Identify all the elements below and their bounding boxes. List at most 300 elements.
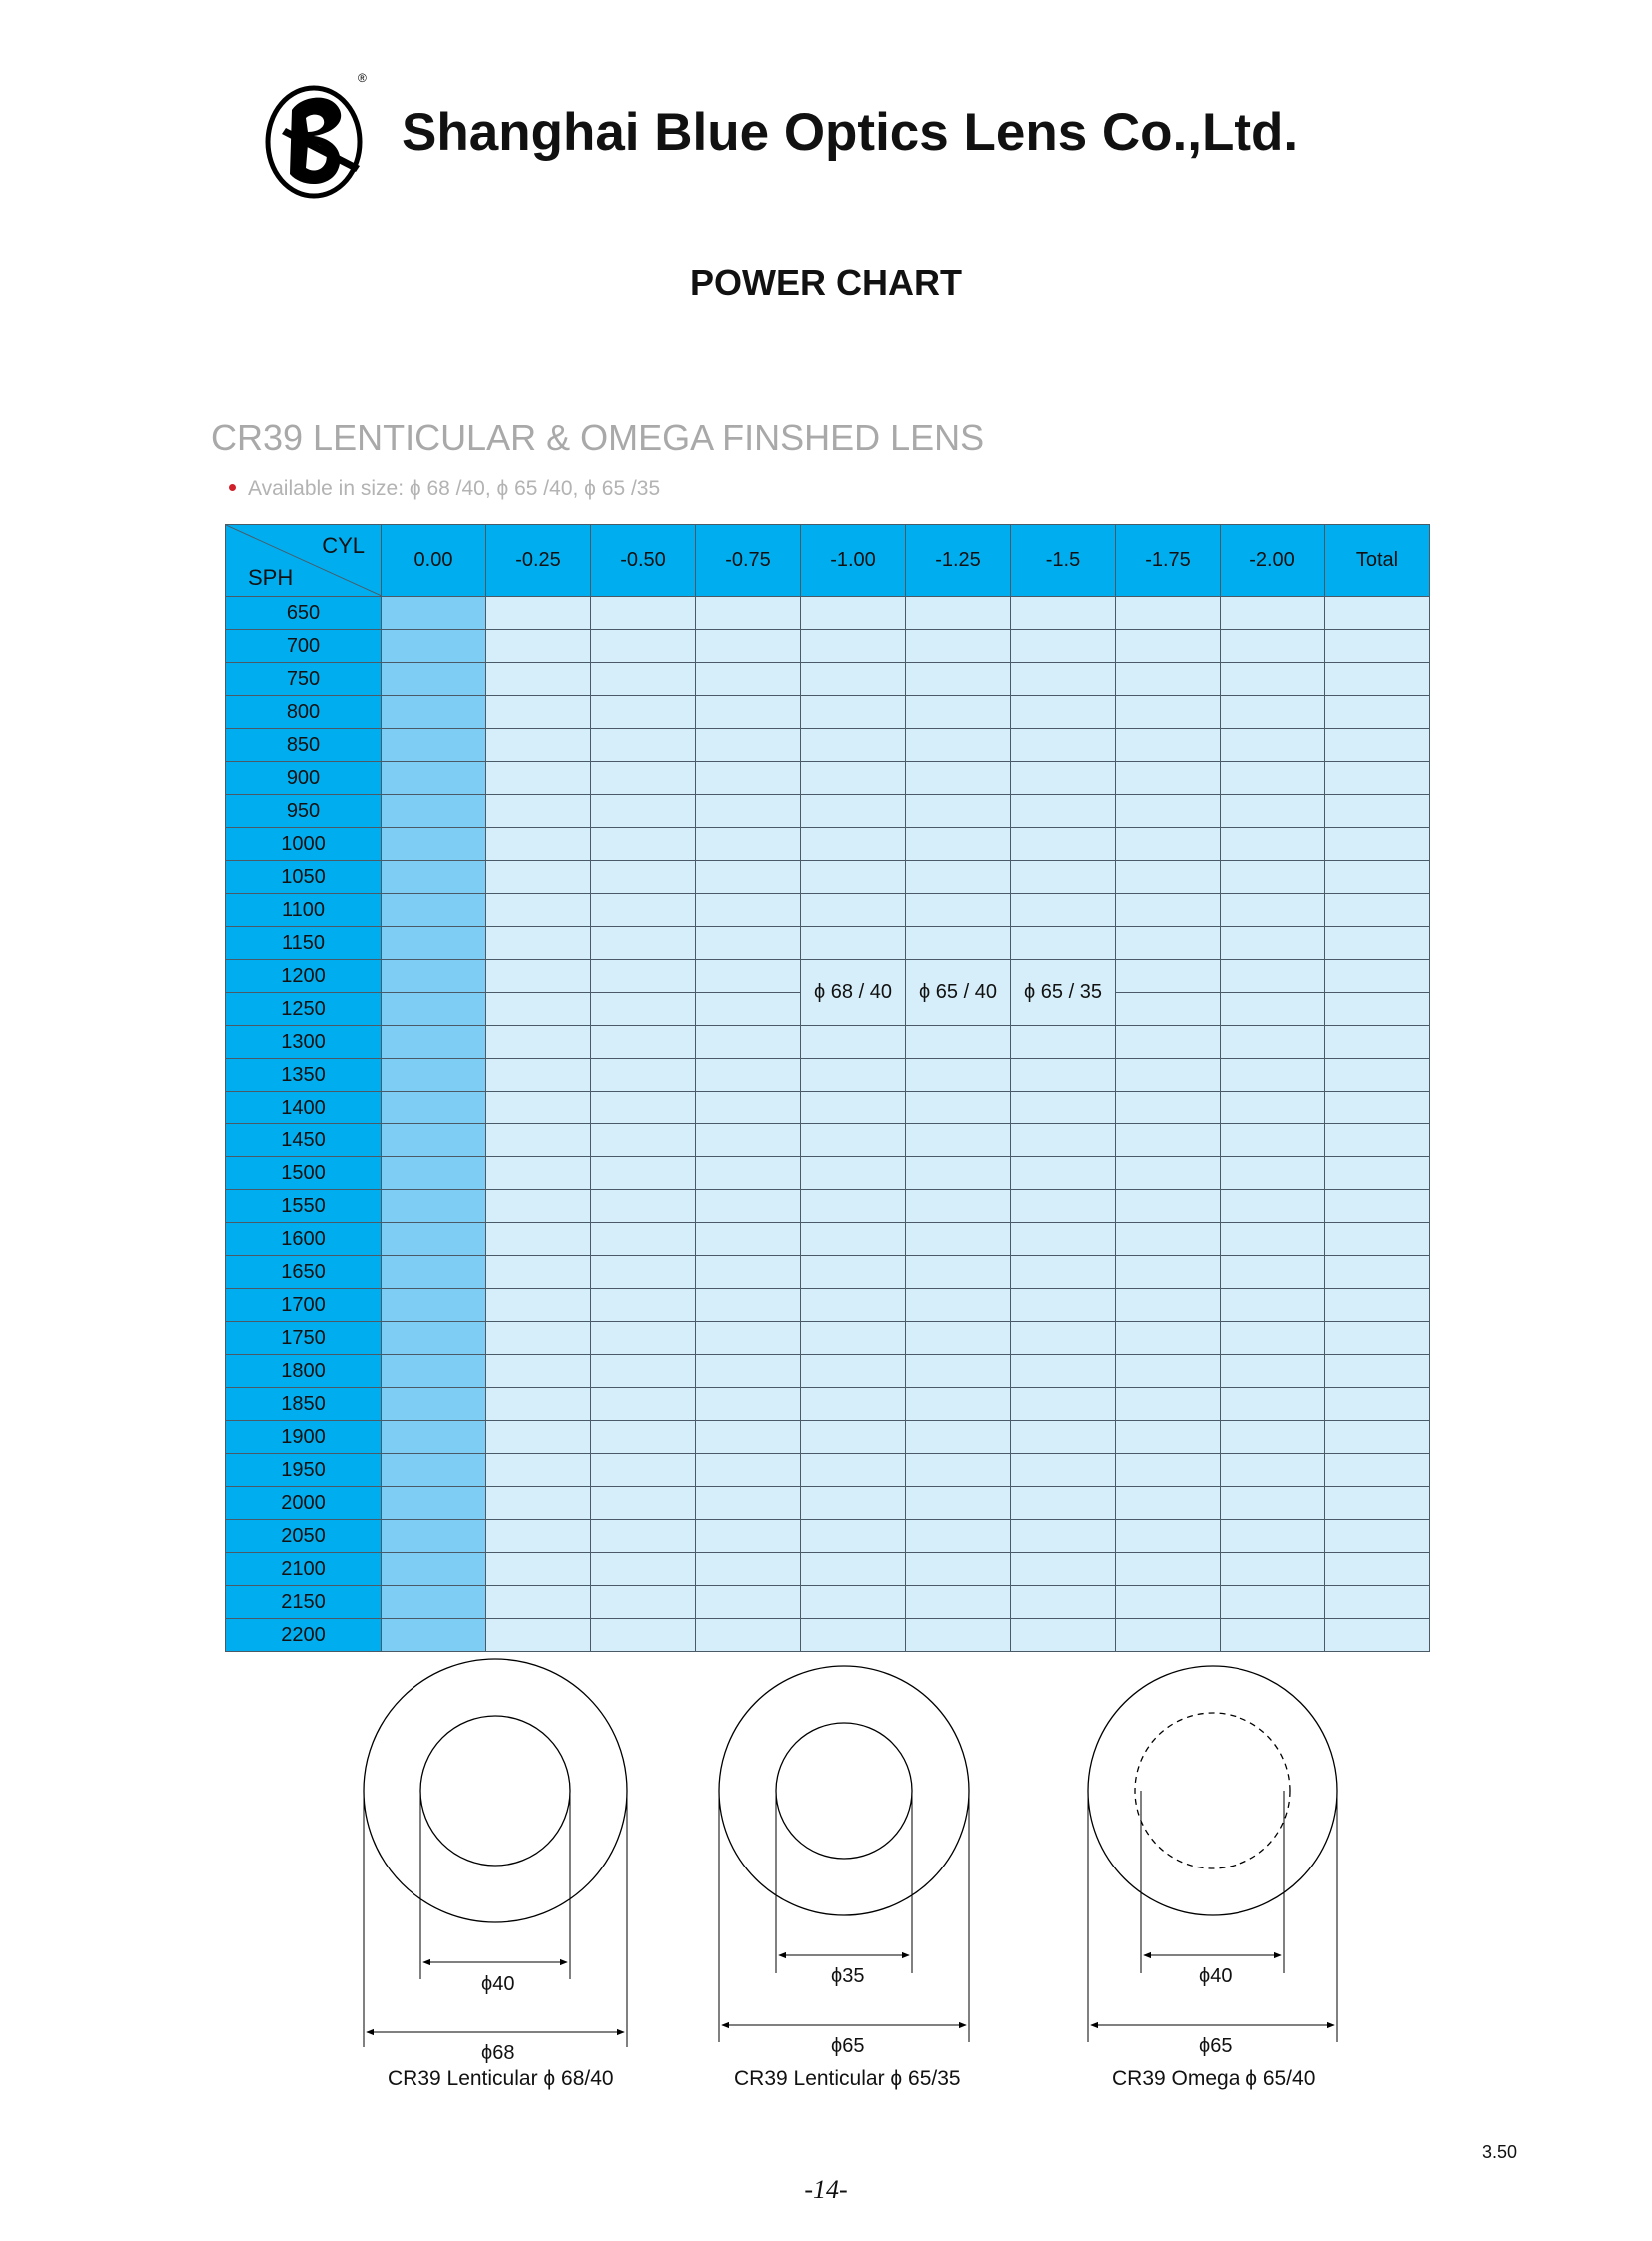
table-cell <box>382 1157 486 1190</box>
table-row <box>226 1586 1430 1619</box>
table-cell <box>696 927 801 960</box>
table-cell <box>1325 1388 1430 1421</box>
table-cell <box>486 1454 591 1487</box>
table-cell <box>382 1124 486 1157</box>
table-row <box>226 1223 1430 1256</box>
table-cell <box>1221 1421 1325 1454</box>
table-cell <box>906 696 1011 729</box>
table-cell <box>696 663 801 696</box>
table-cell <box>906 1355 1011 1388</box>
table-cell <box>1116 663 1221 696</box>
table-cell <box>696 795 801 828</box>
table-cell <box>1325 1289 1430 1322</box>
column-header: -1.75 <box>1116 525 1221 597</box>
table-row <box>226 1124 1430 1157</box>
table-cell <box>1325 1059 1430 1092</box>
table-cell <box>591 1355 696 1388</box>
table-cell <box>801 1322 906 1355</box>
table-cell <box>382 1454 486 1487</box>
table-cell <box>486 1487 591 1520</box>
table-row <box>226 1487 1430 1520</box>
table-cell <box>1325 894 1430 927</box>
table-cell <box>1116 927 1221 960</box>
table-cell <box>486 1553 591 1586</box>
sph-value: 1700 <box>226 1289 382 1322</box>
sph-value: 900 <box>226 762 382 795</box>
table-cell <box>801 1520 906 1553</box>
size-note: ϕ 65 / 40 <box>919 981 997 1003</box>
table-cell <box>1116 828 1221 861</box>
table-cell <box>1221 1619 1325 1652</box>
table-cell <box>1221 1553 1325 1586</box>
table-cell <box>1221 729 1325 762</box>
table-cell <box>1221 1256 1325 1289</box>
sph-value: 650 <box>226 597 382 630</box>
table-cell <box>1116 861 1221 894</box>
table-cell <box>382 1026 486 1059</box>
sph-value: 1100 <box>226 894 382 927</box>
table-cell <box>486 696 591 729</box>
table-cell <box>486 762 591 795</box>
table-cell <box>906 597 1011 630</box>
table-cell <box>1325 1487 1430 1520</box>
table-cell <box>486 861 591 894</box>
size-note: ϕ 65 / 35 <box>1024 981 1102 1003</box>
table-cell <box>486 1059 591 1092</box>
table-cell <box>1325 1619 1430 1652</box>
table-cell <box>696 1421 801 1454</box>
table-cell <box>1011 1223 1116 1256</box>
table-cell <box>906 828 1011 861</box>
table-cell <box>1325 630 1430 663</box>
table-cell <box>1116 1520 1221 1553</box>
table-cell <box>1221 960 1325 993</box>
table-cell <box>1011 729 1116 762</box>
column-header: 0.00 <box>382 525 486 597</box>
table-cell <box>1325 795 1430 828</box>
table-cell <box>382 1619 486 1652</box>
table-cell <box>591 597 696 630</box>
table-cell <box>1325 1421 1430 1454</box>
table-row <box>226 630 1430 663</box>
table-row <box>226 960 1430 993</box>
table-cell <box>1116 795 1221 828</box>
table-cell <box>382 960 486 993</box>
table-cell <box>382 993 486 1026</box>
table-cell <box>696 960 801 993</box>
table-cell <box>801 1059 906 1092</box>
table-cell <box>1325 993 1430 1026</box>
table-row <box>226 927 1430 960</box>
table-cell <box>906 1256 1011 1289</box>
sph-value: 800 <box>226 696 382 729</box>
table-cell <box>696 1256 801 1289</box>
table-cell <box>382 1289 486 1322</box>
table-cell <box>906 729 1011 762</box>
table-cell <box>801 1388 906 1421</box>
table-cell <box>1116 1157 1221 1190</box>
table-cell <box>382 1223 486 1256</box>
sph-value: 2050 <box>226 1520 382 1553</box>
table-cell <box>696 1619 801 1652</box>
table-cell <box>1011 1388 1116 1421</box>
table-cell <box>1325 1454 1430 1487</box>
table-cell <box>591 1553 696 1586</box>
table-cell <box>591 1520 696 1553</box>
dim-outer-1: ϕ68 <box>481 2042 515 2064</box>
table-cell <box>486 927 591 960</box>
table-cell <box>1116 1487 1221 1520</box>
table-cell <box>1221 1322 1325 1355</box>
table-cell <box>591 993 696 1026</box>
corner-cell <box>226 525 382 597</box>
table-cell <box>486 1026 591 1059</box>
table-row <box>226 1454 1430 1487</box>
table-cell <box>591 1454 696 1487</box>
table-cell <box>801 696 906 729</box>
table-cell <box>1011 1619 1116 1652</box>
table-cell <box>801 1223 906 1256</box>
table-cell <box>486 1157 591 1190</box>
table-cell <box>1116 993 1221 1026</box>
table-cell <box>591 696 696 729</box>
table-cell <box>1116 1092 1221 1124</box>
sph-label: SPH <box>248 565 294 590</box>
table-cell <box>1325 861 1430 894</box>
sph-value: 1850 <box>226 1388 382 1421</box>
column-header: Total <box>1325 525 1430 597</box>
table-cell <box>486 663 591 696</box>
header-row <box>226 525 1430 597</box>
table-cell <box>1221 1157 1325 1190</box>
table-row <box>226 1322 1430 1355</box>
table-row <box>226 894 1430 927</box>
table-cell <box>382 696 486 729</box>
availability-text: Available in size: ϕ 68 /40, ϕ 65 /40, ϕ 65 /35 <box>248 477 661 500</box>
sph-value: 2150 <box>226 1586 382 1619</box>
table-cell <box>382 597 486 630</box>
table-cell <box>906 1553 1011 1586</box>
table-row <box>226 1190 1430 1223</box>
table-cell <box>801 828 906 861</box>
table-row <box>226 1289 1430 1322</box>
table-cell <box>1011 1092 1116 1124</box>
table-cell <box>1116 1619 1221 1652</box>
table-cell <box>382 1586 486 1619</box>
table-cell <box>696 597 801 630</box>
table-cell <box>486 1190 591 1223</box>
svg-text:®: ® <box>358 71 367 85</box>
table-cell <box>1325 1553 1430 1586</box>
table-cell <box>486 630 591 663</box>
table-cell <box>1221 1388 1325 1421</box>
table-row <box>226 1553 1430 1586</box>
table-cell <box>1325 960 1430 993</box>
table-cell <box>591 1157 696 1190</box>
table-cell <box>801 894 906 927</box>
table-cell <box>1221 1520 1325 1553</box>
table-cell <box>382 927 486 960</box>
table-cell <box>1011 1289 1116 1322</box>
table-cell <box>1221 1190 1325 1223</box>
table-cell <box>906 762 1011 795</box>
table-cell <box>906 1586 1011 1619</box>
table-row <box>226 1256 1430 1289</box>
table-cell <box>486 1092 591 1124</box>
table-cell <box>696 1124 801 1157</box>
table-cell <box>1011 663 1116 696</box>
table-cell <box>1011 1421 1116 1454</box>
table-cell <box>1221 993 1325 1026</box>
company-logo-icon <box>262 70 372 202</box>
table-cell <box>486 1520 591 1553</box>
table-cell <box>1116 696 1221 729</box>
table-cell <box>382 1190 486 1223</box>
table-cell <box>382 762 486 795</box>
table-cell <box>1011 828 1116 861</box>
table-cell <box>696 1026 801 1059</box>
table-row <box>226 828 1430 861</box>
dim-inner-1: ϕ40 <box>481 1973 515 1995</box>
table-row <box>226 1092 1430 1124</box>
table-cell <box>801 1092 906 1124</box>
sph-value: 2200 <box>226 1619 382 1652</box>
table-cell <box>486 1289 591 1322</box>
sph-value: 1750 <box>226 1322 382 1355</box>
table-cell <box>1221 1289 1325 1322</box>
table-cell <box>696 1190 801 1223</box>
sph-value: 700 <box>226 630 382 663</box>
table-cell <box>801 663 906 696</box>
table-cell <box>591 1190 696 1223</box>
table-cell <box>906 1322 1011 1355</box>
table-cell <box>801 1256 906 1289</box>
table-cell <box>591 1388 696 1421</box>
lens-diagrams <box>0 1648 1652 2097</box>
table-row <box>226 795 1430 828</box>
table-cell <box>906 1124 1011 1157</box>
sph-value: 2100 <box>226 1553 382 1586</box>
table-cell <box>696 762 801 795</box>
table-cell <box>801 762 906 795</box>
table-cell <box>382 729 486 762</box>
table-cell <box>801 1157 906 1190</box>
table-cell <box>906 1092 1011 1124</box>
table-cell <box>1116 762 1221 795</box>
table-cell <box>906 960 1011 1026</box>
table-cell <box>382 894 486 927</box>
table-cell <box>1221 663 1325 696</box>
table-cell <box>591 1223 696 1256</box>
table-cell <box>1325 1157 1430 1190</box>
cyl-label: CYL <box>322 533 365 558</box>
table-cell <box>696 1553 801 1586</box>
table-cell <box>591 1421 696 1454</box>
table-cell <box>591 1586 696 1619</box>
table-cell <box>486 795 591 828</box>
table-cell <box>1011 795 1116 828</box>
table-cell <box>591 927 696 960</box>
column-header: -0.25 <box>486 525 591 597</box>
table-cell <box>1221 927 1325 960</box>
table-cell <box>591 1092 696 1124</box>
table-cell <box>906 1223 1011 1256</box>
table-cell <box>486 828 591 861</box>
sph-value: 1200 <box>226 960 382 993</box>
page-header <box>262 62 1390 212</box>
table-cell <box>696 828 801 861</box>
table-cell <box>382 1520 486 1553</box>
table-cell <box>1221 1059 1325 1092</box>
table-cell <box>591 1026 696 1059</box>
table-cell <box>1221 630 1325 663</box>
size-note: ϕ 68 / 40 <box>814 981 892 1003</box>
table-cell <box>1011 630 1116 663</box>
table-row <box>226 1059 1430 1092</box>
table-cell <box>1011 1586 1116 1619</box>
table-cell <box>486 993 591 1026</box>
table-cell <box>801 960 906 1026</box>
sph-value: 1250 <box>226 993 382 1026</box>
table-cell <box>382 1059 486 1092</box>
table-cell <box>486 729 591 762</box>
table-cell <box>906 1487 1011 1520</box>
company-name: Shanghai Blue Optics Lens Co.,Ltd. <box>402 103 1299 162</box>
table-cell <box>801 795 906 828</box>
table-cell <box>906 1289 1011 1322</box>
table-cell <box>801 1454 906 1487</box>
table-row <box>226 1388 1430 1421</box>
table-cell <box>801 1586 906 1619</box>
sph-value: 1350 <box>226 1059 382 1092</box>
sph-value: 750 <box>226 663 382 696</box>
table-cell <box>696 1059 801 1092</box>
table-cell <box>591 861 696 894</box>
table-cell <box>1116 597 1221 630</box>
column-header: -1.25 <box>906 525 1011 597</box>
table-cell <box>486 894 591 927</box>
table-cell <box>1011 696 1116 729</box>
table-cell <box>801 1289 906 1322</box>
table-row <box>226 1026 1430 1059</box>
table-cell <box>591 795 696 828</box>
table-cell <box>591 762 696 795</box>
table-cell <box>906 1026 1011 1059</box>
table-cell <box>696 993 801 1026</box>
table-cell <box>382 1487 486 1520</box>
table-cell <box>591 729 696 762</box>
table-cell <box>1325 1355 1430 1388</box>
table-cell <box>801 729 906 762</box>
column-header: -0.75 <box>696 525 801 597</box>
column-header: -1.5 <box>1011 525 1116 597</box>
table-cell <box>696 1223 801 1256</box>
table-cell <box>1325 663 1430 696</box>
table-cell <box>696 1520 801 1553</box>
table-cell <box>486 1256 591 1289</box>
table-cell <box>1325 729 1430 762</box>
table-cell <box>1011 1520 1116 1553</box>
sph-value: 1500 <box>226 1157 382 1190</box>
table-cell <box>382 1256 486 1289</box>
table-cell <box>801 630 906 663</box>
dim-inner-2: ϕ35 <box>831 1965 865 1987</box>
table-cell <box>1325 1256 1430 1289</box>
table-cell <box>696 1289 801 1322</box>
table-cell <box>1011 894 1116 927</box>
table-cell <box>1221 1355 1325 1388</box>
sph-value: 1300 <box>226 1026 382 1059</box>
table-cell <box>1325 1322 1430 1355</box>
table-cell <box>1221 1092 1325 1124</box>
table-cell <box>1221 861 1325 894</box>
column-header: -1.00 <box>801 525 906 597</box>
table-cell <box>1325 828 1430 861</box>
table-cell <box>1116 894 1221 927</box>
table-cell <box>1221 597 1325 630</box>
table-cell <box>1116 1553 1221 1586</box>
table-row <box>226 696 1430 729</box>
table-cell <box>801 1619 906 1652</box>
dim-inner-3: ϕ40 <box>1199 1965 1233 1987</box>
table-cell <box>1116 1289 1221 1322</box>
table-cell <box>696 696 801 729</box>
table-cell <box>1325 1124 1430 1157</box>
table-cell <box>801 1355 906 1388</box>
sph-value: 1650 <box>226 1256 382 1289</box>
table-cell <box>801 1190 906 1223</box>
table-row <box>226 1421 1430 1454</box>
table-cell <box>801 927 906 960</box>
table-row <box>226 729 1430 762</box>
table-cell <box>906 927 1011 960</box>
table-cell <box>906 1190 1011 1223</box>
table-cell <box>486 1322 591 1355</box>
column-header: -0.50 <box>591 525 696 597</box>
table-cell <box>486 1421 591 1454</box>
table-cell <box>486 960 591 993</box>
table-cell <box>1116 1124 1221 1157</box>
table-cell <box>1011 960 1116 1026</box>
table-cell <box>1011 1124 1116 1157</box>
table-cell <box>1116 1322 1221 1355</box>
table-cell <box>696 894 801 927</box>
table-cell <box>906 1388 1011 1421</box>
sph-value: 1000 <box>226 828 382 861</box>
table-cell <box>696 1487 801 1520</box>
version-label: 3.50 <box>1481 2142 1517 2162</box>
table-row <box>226 1619 1430 1652</box>
table-cell <box>906 861 1011 894</box>
table-cell <box>801 1553 906 1586</box>
sph-value: 950 <box>226 795 382 828</box>
table-cell <box>486 1124 591 1157</box>
table-cell <box>801 1124 906 1157</box>
sph-value: 1550 <box>226 1190 382 1223</box>
table-cell <box>1011 1454 1116 1487</box>
table-cell <box>1011 1256 1116 1289</box>
table-cell <box>696 729 801 762</box>
table-cell <box>1325 1190 1430 1223</box>
table-cell <box>1221 1026 1325 1059</box>
table-cell <box>486 597 591 630</box>
table-cell <box>801 1487 906 1520</box>
table-cell <box>696 1322 801 1355</box>
table-cell <box>1116 960 1221 993</box>
table-cell <box>486 1388 591 1421</box>
table-cell <box>1011 1157 1116 1190</box>
table-cell <box>906 795 1011 828</box>
